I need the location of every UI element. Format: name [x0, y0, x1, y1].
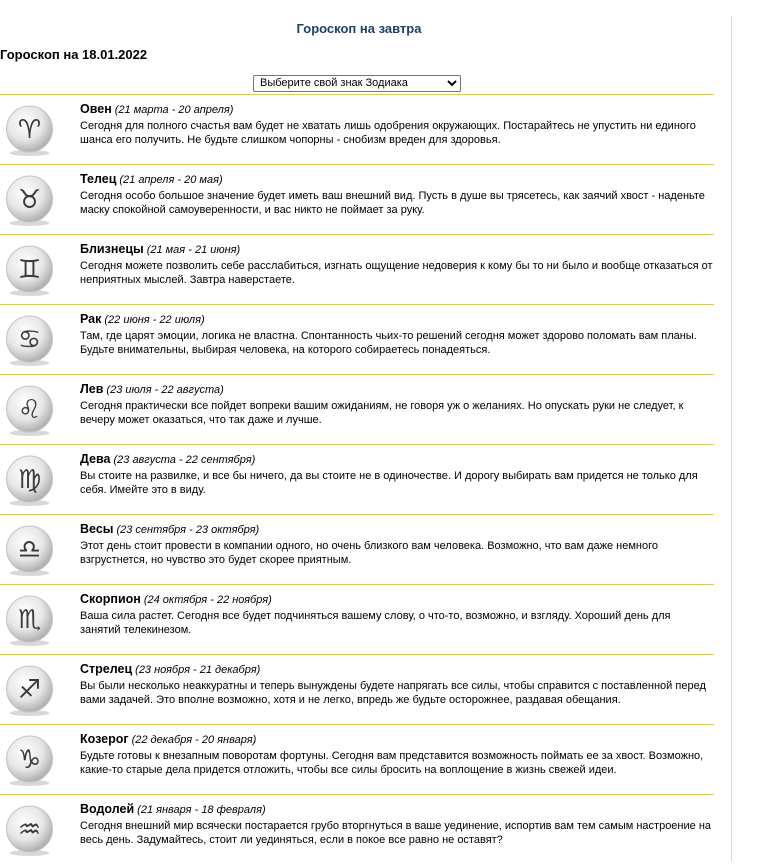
cancer-icon [4, 315, 55, 366]
sign-dates: (21 апреля - 20 мая) [119, 174, 223, 186]
svg-text:♏︎: ♏︎ [17, 605, 42, 635]
zodiac-entry [0, 444, 714, 514]
sign-name: Водолей [80, 802, 135, 816]
svg-text:♒︎: ♒︎ [17, 815, 42, 845]
aries-icon [4, 105, 55, 156]
sign-name: Весы [80, 522, 114, 536]
zodiac-select-wrapper [253, 73, 461, 92]
virgo-icon [4, 455, 55, 506]
svg-text:♑︎: ♑︎ [17, 745, 42, 775]
sign-forecast: Сегодня особо большое значение будет иметь ваш внешний вид. Пусть в душе вы трясетесь, как заячий хвост - наденьте маску спокойной самоуверенности, и вас никто не поймает за руку. [80, 190, 705, 216]
sign-forecast: Этот день стоит провести в компании одного, но очень близкого вам человека. Возможно, что вам даже немного взгрустнется, но чувство это будет скорее приятным. [80, 540, 658, 566]
sign-forecast: Вы были несколько неаккуратны и теперь вынуждены будете напрягать все силы, чтобы справится с поставленной перед вами задачей. Это вполне возможно, хотя и не легко, впредь же будьте осторожнее, раздавая обещания. [80, 680, 706, 706]
gemini-icon [4, 245, 55, 296]
sign-dates: (22 декабря - 20 января) [131, 734, 257, 746]
right-border-line [731, 16, 732, 861]
zodiac-entry-text [80, 730, 714, 777]
zodiac-select[interactable] [253, 75, 461, 92]
sign-forecast: Сегодня практически все пойдет вопреки вашим ожиданиям, не говоря уж о желаниях. Но опускать руки не следует, к вечеру может оказаться, что так даже и лучше. [80, 400, 684, 426]
zodiac-entry-text [80, 590, 714, 637]
taurus-icon [4, 175, 55, 226]
zodiac-entry-header [80, 520, 714, 538]
zodiac-entry-header [80, 660, 714, 678]
sign-forecast: Сегодня для полного счастья вам будет не хватать лишь одобрения окружающих. Постарайтесь не упустить ни единого шанса его получить. Не будьте слишком чопорны - снобизм вреден для здоровья. [80, 120, 696, 146]
sign-dates: (22 июня - 22 июля) [104, 314, 205, 326]
sign-name: Скорпион [80, 592, 141, 606]
zodiac-entry [0, 374, 714, 444]
sign-dates: (23 августа - 22 сентября) [113, 454, 256, 466]
scorpio-icon [4, 595, 55, 646]
zodiac-entry-header [80, 800, 714, 818]
zodiac-entry [0, 724, 714, 794]
sign-forecast: Сегодня внешний мир всячески постарается грубо вторгнуться в ваше уединение, испортив вам тем самым настроение на весь день. Задумайтесь, стоит ли уединяться, если в покое все равно не оставят? [80, 820, 712, 846]
zodiac-entry [0, 304, 714, 374]
sign-dates: (21 января - 18 февраля) [137, 804, 266, 816]
sign-dates: (23 июля - 22 августа) [106, 384, 224, 396]
zodiac-entry-header [80, 450, 714, 468]
aquarius-icon [4, 805, 55, 856]
svg-text:♍︎: ♍︎ [17, 465, 42, 495]
sign-name: Рак [80, 312, 102, 326]
svg-text:♊︎: ♊︎ [17, 255, 42, 285]
sign-forecast: Вы стоите на развилке, и все бы ничего, да вы стоите не в одиночестве. И дорогу выбирать вам придется не только для себя. Имейте это в виду. [80, 470, 698, 496]
zodiac-entry-header [80, 100, 714, 118]
svg-text:♈︎: ♈︎ [17, 115, 42, 145]
zodiac-entry [0, 654, 714, 724]
zodiac-entry-header [80, 170, 714, 188]
sign-forecast: Ваша сила растет. Сегодня все будет подчиняться вашему слову, о что-то, возможно, и взгляду. Хороший день для занятий телекинезом. [80, 610, 671, 636]
sign-name: Овен [80, 102, 112, 116]
zodiac-entry [0, 94, 714, 164]
zodiac-entry-text [80, 310, 714, 357]
zodiac-entry [0, 514, 714, 584]
svg-text:♋︎: ♋︎ [17, 325, 42, 355]
zodiac-entry [0, 234, 714, 304]
svg-text:♎︎: ♎︎ [17, 535, 42, 565]
page-title: Гороскоп на завтра [296, 21, 422, 36]
zodiac-entry-header [80, 310, 714, 328]
sagittarius-icon [4, 665, 55, 716]
zodiac-entry [0, 794, 714, 864]
sign-forecast: Там, где царят эмоции, логика не властна. Спонтанность чьих-то решений сегодня может здорово поломать вам планы. Будьте внимательны, выбирая человека, на которого собираетесь понадеяться. [80, 330, 697, 356]
sign-name: Лев [80, 382, 104, 396]
zodiac-entry [0, 164, 714, 234]
sign-name: Близнецы [80, 242, 144, 256]
sign-name: Дева [80, 452, 111, 466]
sign-name: Телец [80, 172, 117, 186]
sign-name: Козерог [80, 732, 129, 746]
sign-dates: (23 ноября - 21 декабря) [135, 664, 261, 676]
date-heading: Гороскоп на 18.01.2022 [0, 47, 148, 62]
zodiac-entry-text [80, 100, 714, 147]
libra-icon [4, 525, 55, 576]
zodiac-entry-header [80, 590, 714, 608]
sign-dates: (21 марта - 20 апреля) [114, 104, 234, 116]
svg-text:♐︎: ♐︎ [17, 675, 42, 705]
zodiac-entry-text [80, 450, 714, 497]
zodiac-entry-text [80, 520, 714, 567]
sign-dates: (24 октября - 22 ноября) [143, 594, 272, 606]
zodiac-entry-text [80, 240, 714, 287]
zodiac-entry-header [80, 240, 714, 258]
zodiac-entry [0, 584, 714, 654]
zodiac-entry-header [80, 730, 714, 748]
sign-name: Стрелец [80, 662, 133, 676]
zodiac-entry-text [80, 800, 714, 847]
zodiac-entry-text [80, 380, 714, 427]
zodiac-entry-header [80, 380, 714, 398]
capricorn-icon [4, 735, 55, 786]
sign-forecast: Будьте готовы к внезапным поворотам фортуны. Сегодня вам представится возможность поймать ее за хвост. Возможно, какие-то старые дела придется отложить, чтобы все силы бросить на воплощение в жизнь свежей идеи. [80, 750, 704, 776]
svg-text:♉︎: ♉︎ [17, 185, 42, 215]
zodiac-entry-text [80, 170, 714, 217]
sign-dates: (23 сентября - 23 октября) [116, 524, 260, 536]
svg-text:♌︎: ♌︎ [17, 395, 42, 425]
zodiac-entry-text [80, 660, 714, 707]
leo-icon [4, 385, 55, 436]
horoscope-list [0, 94, 714, 864]
sign-dates: (21 мая - 21 июня) [146, 244, 241, 256]
sign-forecast: Сегодня можете позволить себе расслабиться, изгнать ощущение недоверия к кому бы то ни было и вообще отказаться от неприятных мыслей. Завтра наверстаете. [80, 260, 713, 286]
